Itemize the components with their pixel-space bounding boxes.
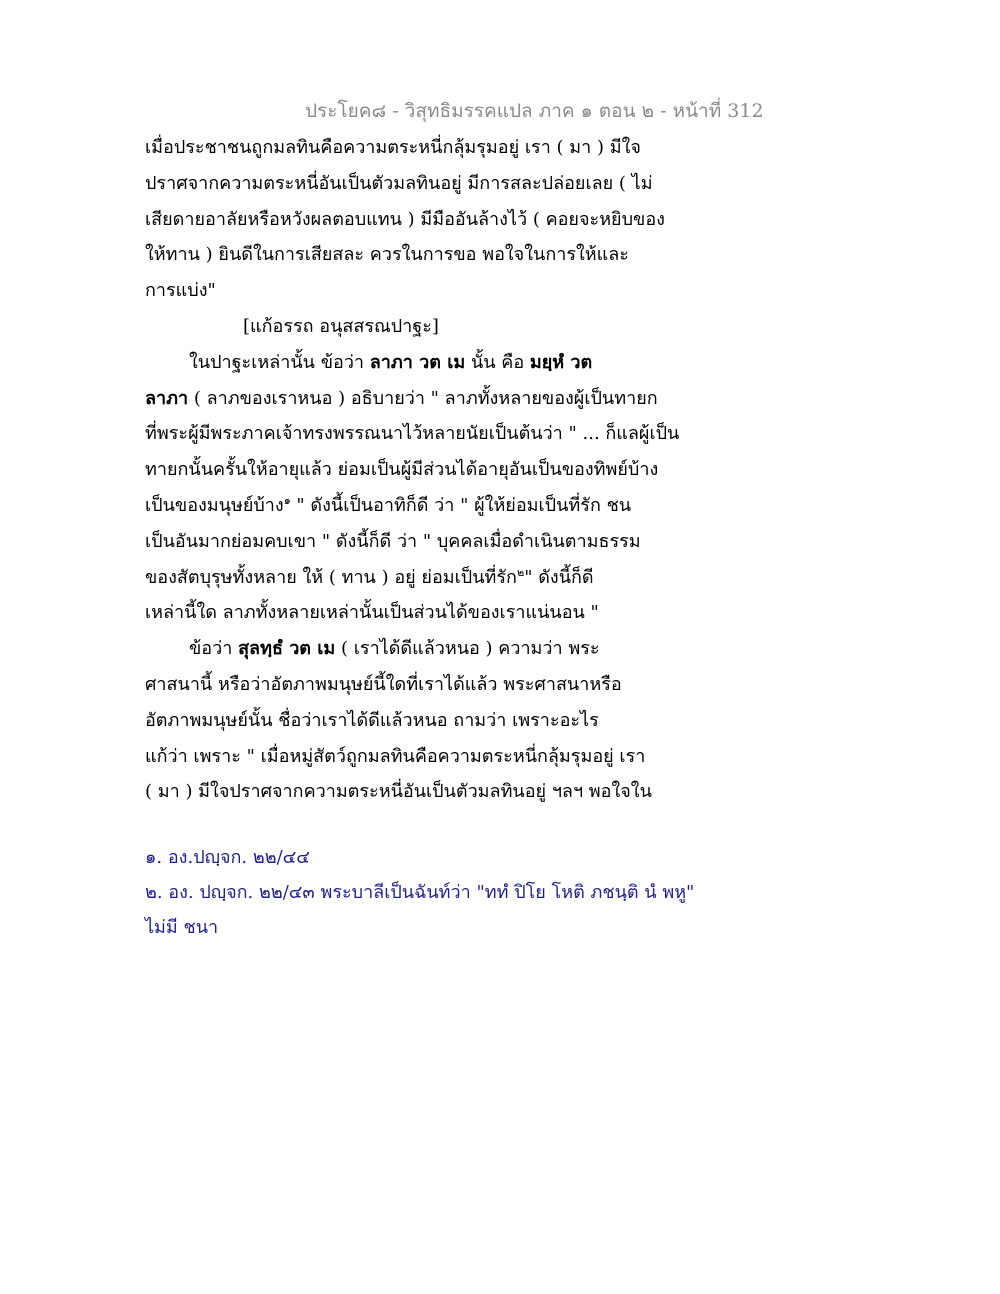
text-line: ทายกนั้นครั้นให้อายุแล้ว ย่อมเป็นผู้มีส่วนได้อายุอันเป็นของทิพย์บ้าง bbox=[145, 459, 659, 481]
text-segment: เป็นของมนุษย์บ้าง bbox=[145, 494, 284, 516]
text-line: ศาสนานี้ หรือว่าอัตภาพมนุษย์นี้ใดที่เราได้แล้ว พระศาสนาหรือ bbox=[145, 673, 622, 695]
footnote-2-continued: ไม่มี ชนา bbox=[145, 917, 219, 938]
footnote-1: ๑. อง.ปญฺจก. ๒๒/๔๔ bbox=[145, 847, 310, 868]
text-line: เหล่านี้ใด ลาภทั้งหลายเหล่านั้นเป็นส่วนได้ของเราแน่นอน " bbox=[145, 602, 599, 624]
text-segment: นั้น คือ bbox=[465, 351, 530, 373]
pali-term: สุลทฺธํ วต เม bbox=[238, 638, 336, 660]
body-text bbox=[145, 130, 925, 810]
page-header: ประโยค๘ - วิสุทธิมรรคแปล ภาค ๑ ตอน ๒ - หน้าที่ 312 bbox=[305, 100, 764, 122]
footnote-ref: ๑ bbox=[283, 493, 291, 507]
text-line: อัตภาพมนุษย์นั้น ชื่อว่าเราได้ดีแล้วหนอ ถามว่า เพราะอะไร bbox=[145, 709, 599, 731]
text-line: ปราศจากความตระหนี่อันเป็นตัวมลทินอยู่ มีการสละปล่อยเลย ( ไม่ bbox=[145, 172, 653, 194]
text-segment: ( ลาภของเราหนอ ) อธิบายว่า " ลาภทั้งหลายของผู้เป็นทายก bbox=[188, 387, 658, 409]
text-line bbox=[145, 560, 925, 596]
footnotes bbox=[145, 840, 925, 945]
text-line: ให้ทาน ) ยินดีในการเสียสละ ควรในการขอ พอใจในการให้และ bbox=[145, 244, 629, 266]
footnote-ref: ๒ bbox=[516, 565, 525, 579]
text-segment: ( เราได้ดีแล้วหนอ ) ความว่า พระ bbox=[335, 638, 600, 660]
text-segment: " ดังนี้ก็ดี bbox=[524, 566, 594, 588]
text-line: เสียดายอาลัยหรือหวังผลตอบแทน ) มีมืออันล้างไว้ ( คอยจะหยิบของ bbox=[145, 208, 665, 230]
text-segment: " ดังนี้เป็นอาทิก็ดี ว่า " ผู้ให้ย่อมเป็นที่รัก ชน bbox=[290, 494, 632, 516]
text-line: แก้ว่า เพราะ " เมื่อหมู่สัตว์ถูกมลทินคือความตระหนี่กลุ้มรุมอยู่ เรา bbox=[145, 745, 646, 767]
footnote-2: ๒. อง. ปญฺจก. ๒๒/๔๓ พระบาลีเป็นฉันท์ว่า "ททํ ปิโย โหติ ภชนฺติ นํ พหู" bbox=[145, 882, 695, 903]
pali-term: ลาภา วต เม bbox=[369, 351, 466, 373]
text-segment: ข้อว่า bbox=[189, 638, 239, 660]
text-segment: ในปาฐะเหล่านั้น ข้อว่า bbox=[189, 351, 370, 373]
text-segment: ของสัตบุรุษทั้งหลาย ให้ ( ทาน ) อยู่ ย่อมเป็นที่รัก bbox=[145, 566, 517, 588]
text-line bbox=[145, 631, 925, 667]
text-line: ( มา ) มีใจปราศจากความตระหนี่อันเป็นตัวมลทินอยู่ ฯลฯ พอใจใน bbox=[145, 781, 652, 803]
text-line bbox=[145, 488, 925, 524]
text-line: การแบ่ง" bbox=[145, 280, 216, 302]
text-line bbox=[145, 345, 925, 381]
text-line: ที่พระผู้มีพระภาคเจ้าทรงพรรณนาไว้หลายนัยเป็นต้นว่า " ... ก็แลผู้เป็น bbox=[145, 423, 680, 445]
text-line bbox=[145, 381, 925, 417]
pali-term: ลาภา bbox=[145, 387, 189, 409]
pali-term: มยฺหํ วต bbox=[529, 351, 593, 373]
text-line: เป็นอันมากย่อมคบเขา " ดังนี้ก็ดี ว่า " บุคคลเมื่อดำเนินตามธรรม bbox=[145, 530, 641, 552]
text-line: เมื่อประชาชนถูกมลทินคือความตระหนี่กลุ้มรุมอยู่ เรา ( มา ) มีใจ bbox=[145, 137, 641, 158]
section-heading: [แก้อรรถ อนุสสรณปาฐะ] bbox=[243, 315, 439, 337]
